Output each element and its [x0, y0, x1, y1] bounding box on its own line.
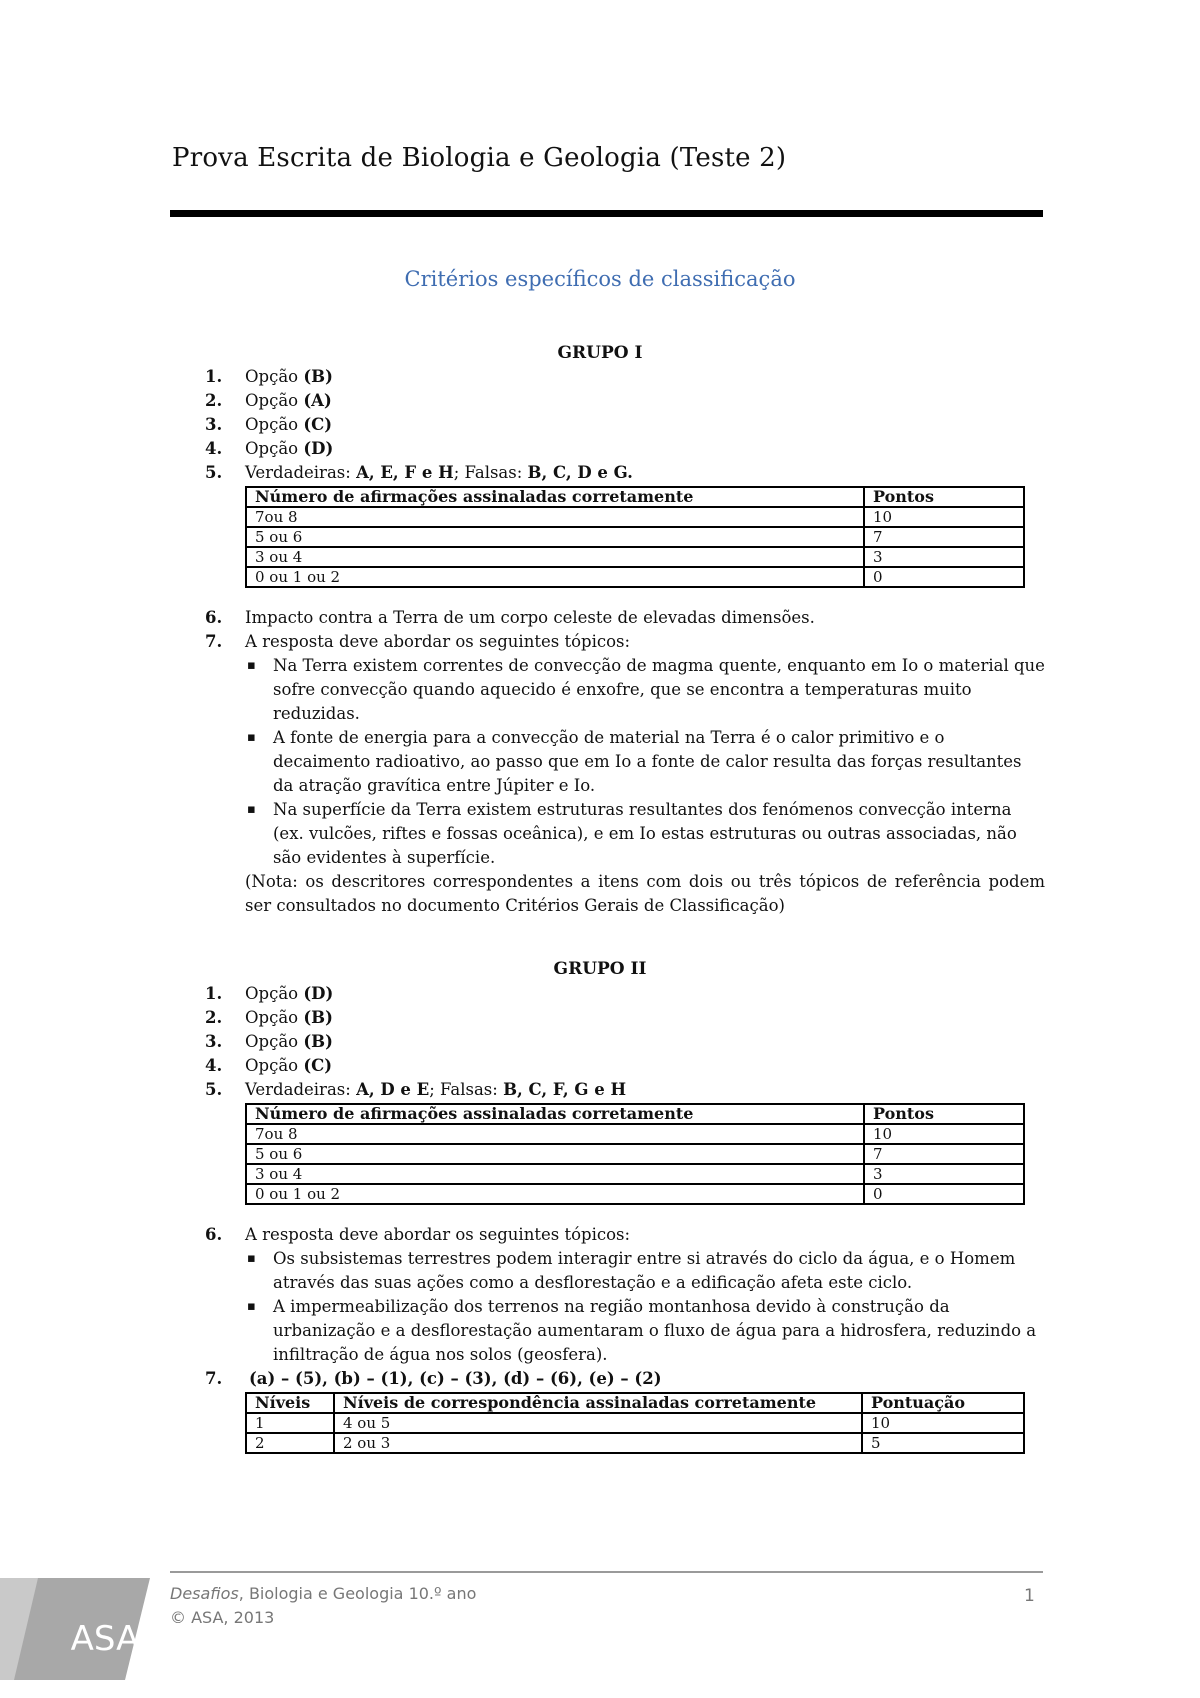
bullet-icon: ▪	[247, 730, 256, 745]
bullet-icon: ▪	[247, 1299, 256, 1314]
grupo-2-list	[205, 982, 1045, 1454]
table-row: 2 2 ou 3 5	[246, 1433, 1024, 1453]
list-item-question-6: 6. Impacto contra a Terra de um corpo celeste de elevadas dimensões.	[205, 608, 815, 627]
page-number: 1	[1024, 1586, 1035, 1606]
table-row: Número de afirmações assinaladas corretamente Pontos	[246, 487, 1024, 507]
bullet-icon: ▪	[247, 658, 256, 673]
scoring-table	[245, 1103, 1025, 1205]
list-item-question-7: 7. A resposta deve abordar os seguintes tópicos: ▪ Na Terra existem correntes de convecção de magma quente, enquanto em Io o material que sofre convecção quando aquecido é enxofre, que se encontra a temperaturas muito reduzidas. ▪ A fonte de energia para a convecção de material na Terra é o calor primitivo e o decaimento radioativo, ao passo que em Io a fonte de calor resulta das forças resultantes da atração gravítica entre Júpiter e Io. ▪ Na superfície da Terra existem estruturas resultantes dos fenómenos convecção interna (ex. vulcões, riftes e fossas oceânica), e em Io estas estruturas ou outras associadas, não são evidentes à superfície. (Nota: os descritores correspondentes a itens com dois ou três tópicos de referência podem ser consultados no documento Critérios Gerais de Classificação)	[205, 630, 1045, 918]
table-row: 1 4 ou 5 10	[246, 1413, 1024, 1433]
table-row: Níveis Níveis de correspondência assinaladas corretamente Pontuação	[246, 1393, 1024, 1413]
section-title: Critérios específicos de classificação	[404, 267, 796, 291]
bullet-icon: ▪	[247, 802, 256, 817]
list-item: 4. Opção (D)	[205, 439, 334, 458]
logo-text: ASA	[70, 1619, 140, 1659]
table-row: 0 ou 1 ou 2 0	[246, 1184, 1024, 1204]
grupo-2-title: GRUPO II	[553, 959, 647, 979]
list-item: 2. Opção (B)	[205, 1008, 333, 1027]
bullet-list	[245, 1247, 1045, 1367]
levels-table	[245, 1392, 1025, 1454]
bullet-item: ▪ A impermeabilização dos terrenos na região montanhosa devido à construção da urbanização e a desflorestação aumentaram o fluxo de água para a hidrosfera, reduzindo a infiltração de água nos solos (geosfera).	[247, 1297, 1037, 1364]
list-item-question-5: 5. Verdadeiras: A, D e E; Falsas: B, C, F, G e H Número de afirmações assinaladas corretamente Pontos 7ou 8 10 5 ou 6 7 3 ou 4 3 0 ou 1 ou 2 0	[205, 1078, 1045, 1205]
grupo-1-list	[205, 365, 1045, 918]
table-row: 5 ou 6 7	[246, 1144, 1024, 1164]
title-rule	[170, 210, 1043, 217]
table-row: Número de afirmações assinaladas corretamente Pontos	[246, 1104, 1024, 1124]
table-row: 3 ou 4 3	[246, 547, 1024, 567]
list-item: 3. Opção (B)	[205, 1032, 333, 1051]
list-item: 1. Opção (D)	[205, 984, 334, 1003]
footer-rule	[170, 1571, 1043, 1573]
asa-logo	[0, 1560, 150, 1690]
scoring-table	[245, 486, 1025, 588]
bullet-icon: ▪	[247, 1251, 256, 1266]
bullet-item: ▪ Na Terra existem correntes de convecção de magma quente, enquanto em Io o material que sofre convecção quando aquecido é enxofre, que se encontra a temperaturas muito reduzidas.	[247, 656, 1045, 723]
table-row: 3 ou 4 3	[246, 1164, 1024, 1184]
bullet-item: ▪ Os subsistemas terrestres podem interagir entre si através do ciclo da água, e o Homem através das suas ações como a desflorestação e a edificação afeta este ciclo.	[247, 1249, 1016, 1292]
note-text: (Nota: os descritores correspondentes a itens com dois ou três tópicos de referência podem ser consultados no documento Critérios Gerais de Classificação)	[245, 872, 1045, 915]
table-row: 5 ou 6 7	[246, 527, 1024, 547]
document-title: Prova Escrita de Biologia e Geologia (Teste 2)	[172, 143, 787, 173]
list-item: 4. Opção (C)	[205, 1056, 333, 1075]
bullet-item: ▪ Na superfície da Terra existem estruturas resultantes dos fenómenos convecção interna (ex. vulcões, riftes e fossas oceânica), e em Io estas estruturas ou outras associadas, não são evidentes à superfície.	[247, 800, 1017, 867]
list-item: 1. Opção (B)	[205, 367, 333, 386]
book-title: Desafios	[170, 1584, 239, 1603]
bullet-item: ▪ A fonte de energia para a convecção de material na Terra é o calor primitivo e o decaimento radioativo, ao passo que em Io a fonte de calor resulta das forças resultantes da atração gravítica entre Júpiter e Io.	[247, 728, 1022, 795]
table-row: 7ou 8 10	[246, 1124, 1024, 1144]
list-item: 2. Opção (A)	[205, 391, 332, 410]
list-item-question-5: 5. Verdadeiras: A, E, F e H; Falsas: B, C, D e G. Número de afirmações assinaladas corretamente Pontos 7ou 8 10 5 ou 6 7 3 ou 4 3 0 ou 1 ou 2 0	[205, 461, 1045, 588]
table-row: 7ou 8 10	[246, 507, 1024, 527]
bullet-list	[245, 654, 1045, 870]
grupo-1-title: GRUPO I	[557, 343, 643, 363]
copyright: © ASA, 2013	[170, 1608, 275, 1627]
table-row: 0 ou 1 ou 2 0	[246, 567, 1024, 587]
book-subtitle: , Biologia e Geologia 10.º ano	[238, 1584, 477, 1603]
list-item: 3. Opção (C)	[205, 415, 333, 434]
list-item-question-7: 7. (a) – (5), (b) – (1), (c) – (3), (d) – (6), (e) – (2) Níveis Níveis de correspondência assinaladas corretamente Pontuação 1 4 ou 5 10 2 2 ou 3 5	[205, 1367, 1045, 1454]
list-item-question-6: 6. A resposta deve abordar os seguintes tópicos: ▪ Os subsistemas terrestres podem interagir entre si através do ciclo da água, e o Homem através das suas ações como a desflorestação e a edificação afeta este ciclo. ▪ A impermeabilização dos terrenos na região montanhosa devido à construção da urbanização e a desflorestação aumentaram o fluxo de água para a hidrosfera, reduzindo a infiltração de água nos solos (geosfera).	[205, 1223, 1045, 1367]
footer-text	[170, 1582, 476, 1630]
